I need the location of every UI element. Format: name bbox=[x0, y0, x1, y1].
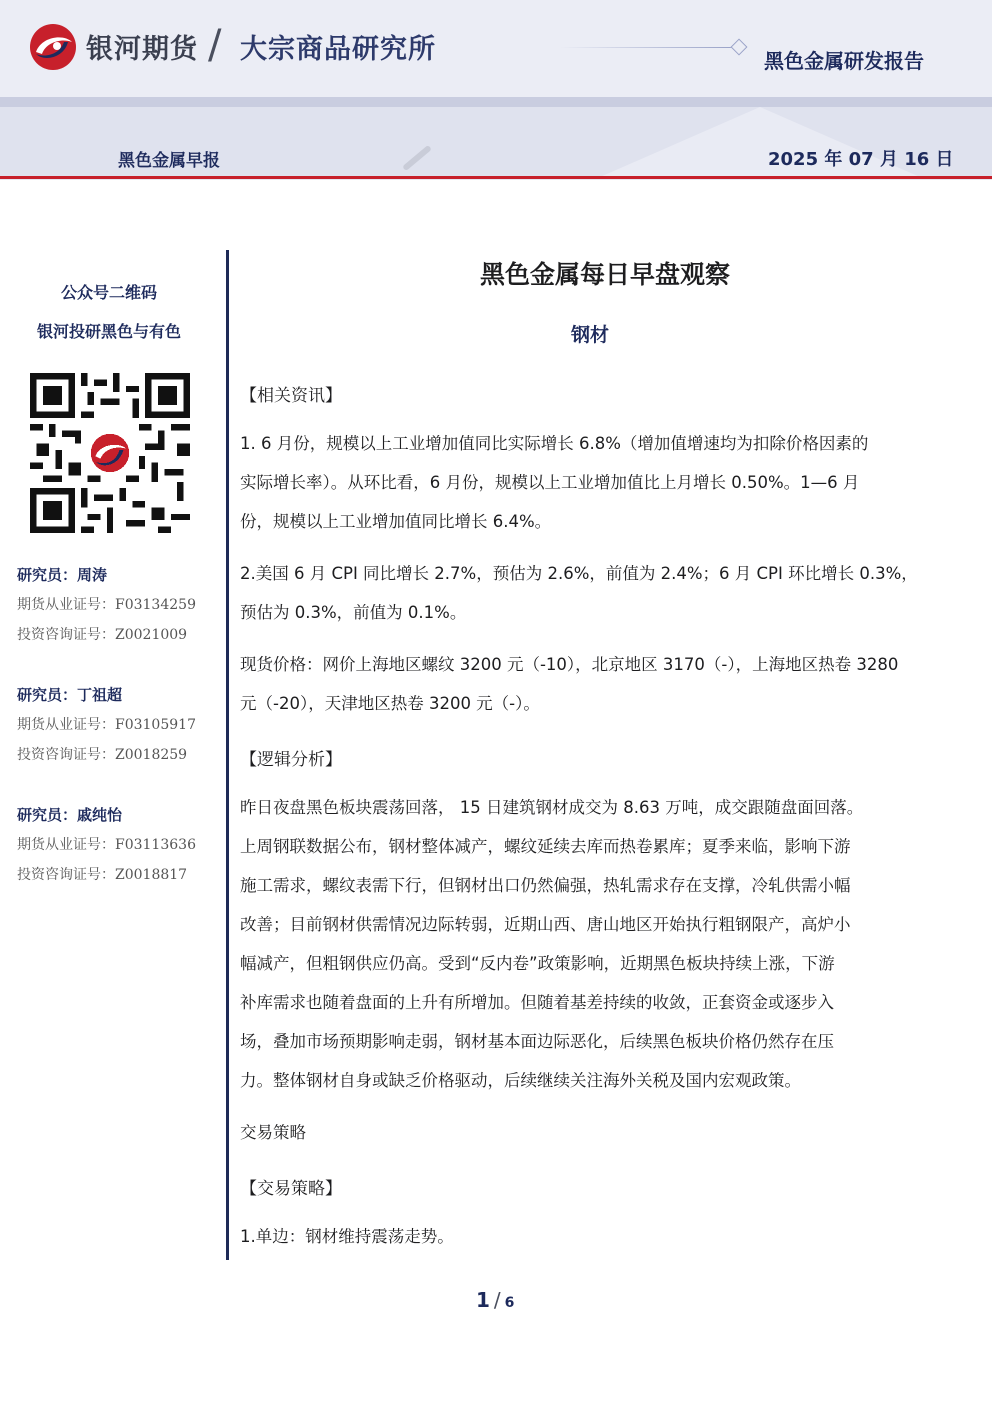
strategy-label bbox=[240, 1113, 940, 1152]
page-number bbox=[476, 1288, 514, 1312]
news-item-2 bbox=[240, 554, 940, 632]
paragraph-line: 元（-20），天津地区热卷 3200 元（-）。 bbox=[240, 694, 540, 713]
news-item-1 bbox=[240, 424, 940, 541]
paragraph-line: 改善；目前钢材供需情况边际转弱，近期山西、唐山地区开始执行粗钢限产，高炉小 bbox=[240, 915, 851, 934]
paragraph-line: 昨日夜盘黑色板块震荡回落， 15 日建筑钢材成交为 8.63 万吨，成交跟随盘面回落。 bbox=[240, 798, 864, 817]
qr-caption: 公众号二维码 bbox=[60, 283, 157, 302]
logic-heading: 【逻辑分析】 bbox=[240, 750, 342, 770]
analyst-name: 研究员：戚纯怡 bbox=[17, 806, 123, 824]
futures-license: 期货从业证号：F03113636 bbox=[17, 837, 196, 853]
report-header bbox=[0, 0, 992, 180]
paragraph-line: 2.美国 6 月 CPI 同比增长 2.7%，预估为 2.6%，前值为 2.4%；6 月 CPI 环比增长 0.3%， bbox=[240, 564, 918, 583]
strategy-item-1 bbox=[240, 1217, 940, 1256]
current-page: 1 bbox=[476, 1288, 490, 1312]
paragraph-line: 上周钢联数据公布，钢材整体减产，螺纹延续去库而热卷累库；夏季来临，影响下游 bbox=[240, 837, 851, 856]
advisory-license: 投资咨询证号：Z0018817 bbox=[17, 867, 188, 883]
spot-price-paragraph bbox=[240, 645, 940, 723]
sidebar-divider bbox=[226, 250, 229, 1260]
logic-paragraph bbox=[240, 788, 940, 1100]
qr-code-icon bbox=[30, 373, 190, 533]
advisory-license: 投资咨询证号：Z0018259 bbox=[17, 747, 188, 763]
report-date: 2025 年 07 月 16 日 bbox=[768, 149, 954, 170]
paragraph-line: 份，规模以上工业增加值同比增长 6.4%。 bbox=[240, 512, 552, 531]
paragraph-line: 力。整体钢材自身或缺乏价格驱动，后续继续关注海外关税及国内宏观政策。 bbox=[240, 1071, 801, 1090]
futures-license: 期货从业证号：F03105917 bbox=[17, 717, 196, 733]
paragraph-line: 场，叠加市场预期影响走弱，钢材基本面边际恶化，后续黑色板块价格仍然存在压 bbox=[240, 1032, 834, 1051]
paragraph-line: 预估为 0.3%，前值为 0.1%。 bbox=[240, 603, 467, 622]
qr-account-name: 银河投研黑色与有色 bbox=[36, 322, 181, 341]
header-slash-divider: / bbox=[208, 22, 222, 68]
total-pages: 6 bbox=[504, 1295, 515, 1311]
brand-name: 银河期货 bbox=[86, 34, 198, 65]
header-red-divider bbox=[0, 176, 992, 179]
paragraph-line: 现货价格：网价上海地区螺纹 3200 元（-10），北京地区 3170（-），上海地区热卷 3280 bbox=[240, 655, 899, 674]
report-subtitle: 黑色金属早报 bbox=[118, 151, 220, 171]
institute-name: 大宗商品研究所 bbox=[240, 34, 436, 65]
report-title: 黑色金属每日早盘观察 bbox=[479, 260, 730, 289]
analyst-card bbox=[17, 565, 196, 655]
paragraph-line: 施工需求，螺纹表需下行，但钢材出口仍然偏强，热轧需求存在支撑，冷轧供需小幅 bbox=[240, 876, 851, 895]
news-heading: 【相关资讯】 bbox=[240, 386, 342, 406]
header-decoration-line bbox=[560, 47, 732, 48]
paragraph-line: 1.单边：钢材维持震荡走势。 bbox=[240, 1227, 454, 1246]
paragraph-line: 实际增长率）。从环比看，6 月份，规模以上工业增加值比上月增长 0.50%。1—6 月 bbox=[240, 473, 860, 492]
section-title: 钢材 bbox=[570, 324, 609, 346]
strategy-heading: 【交易策略】 bbox=[240, 1179, 342, 1199]
analyst-name: 研究员：周涛 bbox=[17, 566, 108, 584]
report-type: 黑色金属研发报告 bbox=[764, 49, 924, 73]
page-separator: / bbox=[493, 1288, 501, 1312]
advisory-license: 投资咨询证号：Z0021009 bbox=[17, 627, 188, 643]
header-band-stripe bbox=[0, 97, 992, 107]
paragraph-line: 幅减产，但粗钢供应仍高。受到“反内卷”政策影响，近期黑色板块持续上涨，下游 bbox=[240, 954, 835, 973]
paragraph-line: 1. 6 月份，规模以上工业增加值同比实际增长 6.8%（增加值增速均为扣除价格因素的 bbox=[240, 434, 869, 453]
galaxy-futures-logo-icon bbox=[28, 22, 78, 72]
analyst-name: 研究员：丁祖超 bbox=[17, 686, 123, 704]
paragraph-line: 交易策略 bbox=[240, 1123, 306, 1142]
paragraph-line: 补库需求也随着盘面的上升有所增加。但随着基差持续的收敛，正套资金或逐步入 bbox=[240, 993, 834, 1012]
futures-license: 期货从业证号：F03134259 bbox=[17, 597, 196, 613]
analyst-card bbox=[17, 685, 196, 775]
analyst-card bbox=[17, 805, 196, 895]
